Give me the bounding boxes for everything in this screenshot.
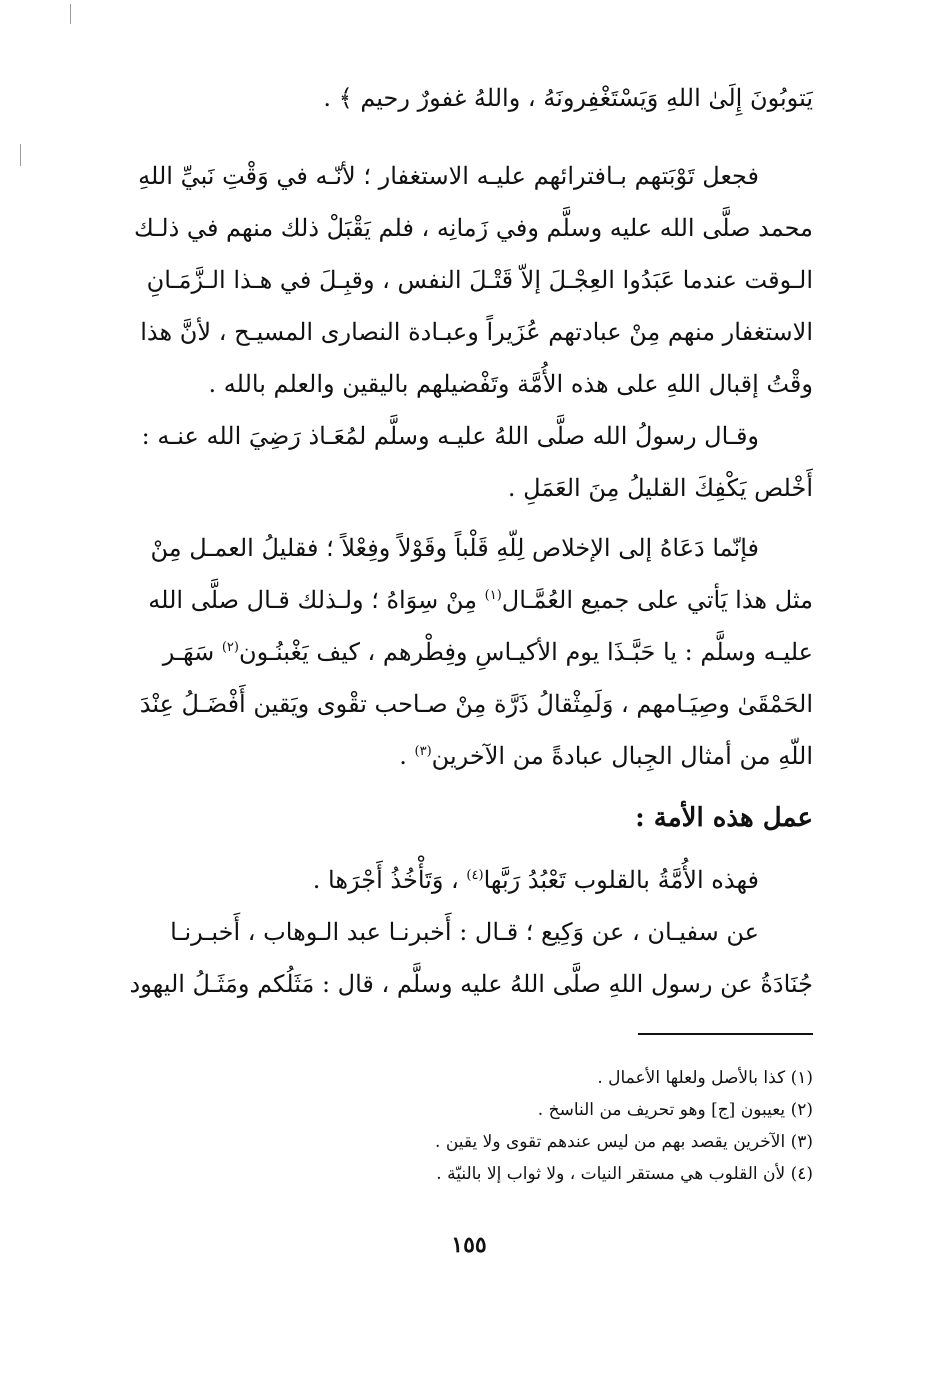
footnote-item: (٢) يعيبون [ج] وهو تحريف من الناسخ . — [537, 1100, 813, 1120]
paragraph-line: فجعل تَوْبَتهم بـافترائهم عليـه الاستغفار ؛ لأنّـه في وَقْتِ نَبيِّ اللهِ — [138, 162, 759, 190]
footnote-ref-2[interactable]: (٢) — [221, 640, 239, 655]
opening-verse-block — [121, 72, 813, 124]
section-heading: عمل هذه الأمة : — [635, 803, 813, 833]
paragraph-line — [121, 626, 813, 678]
footnote-divider — [638, 1033, 813, 1035]
footnotes-list — [121, 1062, 813, 1190]
paragraph-line: جُنَادَةُ عن رسول اللهِ صلَّى اللهُ عليه وسلَّم ، قال : مَثَلُكم ومَثَـلُ اليهود — [129, 970, 813, 998]
line-text: ، وَتَأْخُذُ أَجْرَها . — [312, 866, 467, 894]
line-text: عليـه وسلَّم : يا حَبَّـذَا يوم الأكيـاسِ وفِطْرهم ، كيف يَغْبنُـون — [238, 638, 813, 666]
line-text: مِنْ سِوَاهُ ؛ ولـذلك قـال صلَّى الله — [148, 586, 485, 614]
footnote-item: (٣) الآخرين يقصد بهم من ليس عندهم تقوى ولا يقين . — [435, 1132, 813, 1152]
line-text: سَهَـر — [162, 638, 222, 666]
line-text: اللّهِ من أمثال الجِبال عبادةً من الآخرين — [431, 742, 813, 770]
paragraph-line: عن سفيـان ، عن وَكِيع ؛ قـال : أَخبرنـا عبد الـوهاب ، أَخبـرنـا — [170, 918, 759, 946]
paragraph-line: أَخْلص يَكْفِكَ القليلُ مِنَ العَمَلِ . — [507, 474, 813, 502]
scan-mark-left — [20, 144, 21, 166]
footnote-ref-1[interactable]: (١) — [484, 588, 502, 603]
line-text: فهذه الأُمَّةُ بالقلوب تَعْبُدُ رَبَّها — [483, 866, 759, 894]
page-number: ١٥٥ — [451, 1232, 487, 1258]
line-text: مثل هذا يَأتي على جميع العُمَّـال — [501, 586, 813, 614]
paragraph-line: فإنّما دَعَاهُ إلى الإخلاص لِلّهِ قَلْباً وقَوْلاً وفِعْلاً ؛ فقليلُ العمـل مِنْ — [150, 534, 759, 562]
paragraph-hadith-muadh — [121, 410, 813, 514]
paragraph-repentance — [121, 150, 813, 410]
paragraph-sincerity — [121, 522, 813, 782]
footnote-ref-4[interactable]: (٤) — [466, 868, 484, 883]
footnote-item: (١) كذا بالأصل ولعلها الأعمال . — [597, 1068, 813, 1088]
paragraph-line — [121, 854, 813, 906]
paragraph-line: وقْتُ إقبال اللهِ على هذه الأُمَّة وتَفْضيلهم باليقين والعلم بالله . — [208, 370, 813, 398]
paragraph-line: وقـال رسولُ الله صلَّى اللهُ عليـه وسلَّم لمُعَـاذ رَضِيَ الله عنـه : — [141, 422, 759, 450]
line-text: . — [399, 742, 415, 770]
opening-verse-line: يَتوبُونَ إِلَىٰ اللهِ وَيَسْتَغْفِرونَهُ ، واللهُ غفورٌ رحيم ﴾ . — [323, 84, 813, 112]
paragraph-line: الاستغفار منهم مِنْ عبادتهم عُزَيراً وعبـادة النصارى المسيـح ، لأنَّ هذا — [140, 318, 813, 346]
paragraph-line: الحَمْقَىٰ وصِيَـامهم ، وَلَمِثْقالُ ذَرَّة مِنْ صـاحب تقْوى ويَقين أَفْضَـلُ عِنْدَ — [139, 690, 813, 718]
paragraph-line: محمد صلَّى الله عليه وسلَّم وفي زَمانِه ، فلم يَقْبَلْ ذلك منهم في ذلـك — [134, 214, 813, 242]
paragraph-line: الـوقت عندما عَبَدُوا العِجْـلَ إلاّ قَتْـلَ النفس ، وقبِـلَ في هـذا الـزَّمَـانِ — [146, 266, 813, 294]
footnote-item: (٤) لأن القلوب هي مستقر النيات ، ولا ثواب إلا بالنيّة . — [436, 1164, 813, 1184]
paragraph-nation-hearts — [121, 854, 813, 906]
paragraph-isnad — [121, 906, 813, 1010]
paragraph-line — [121, 730, 813, 782]
scan-mark-top — [70, 4, 71, 24]
footnote-ref-3[interactable]: (٣) — [414, 744, 432, 759]
paragraph-line — [121, 574, 813, 626]
